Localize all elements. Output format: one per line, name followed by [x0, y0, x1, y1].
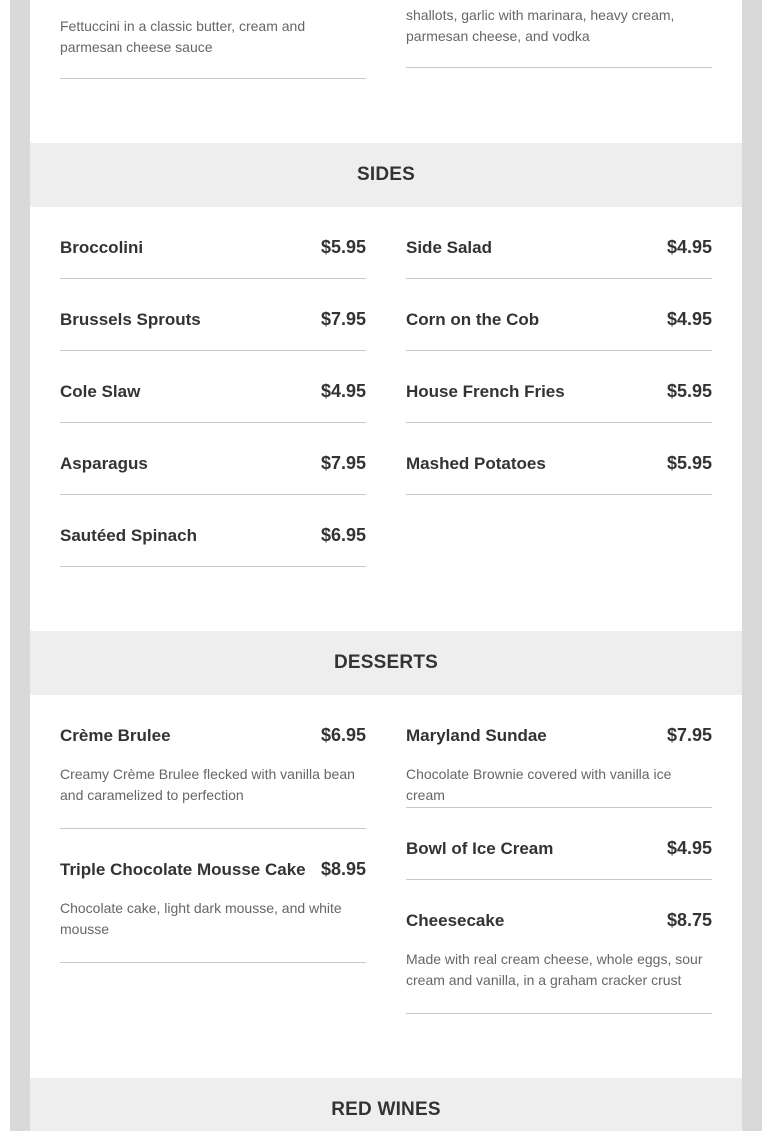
- item-name: Bowl of Ice Cream: [406, 839, 554, 858]
- menu-item[interactable]: [60, 207, 366, 279]
- item-price: $8.95: [320, 859, 366, 879]
- desserts-column-left: [60, 695, 366, 963]
- item-price: $4.95: [666, 838, 712, 858]
- item-description: Chocolate Brownie covered with vanilla ice cream: [406, 766, 672, 803]
- item-price: $5.95: [666, 453, 712, 473]
- item-name: Asparagus: [60, 454, 148, 473]
- menu-item[interactable]: [60, 695, 366, 829]
- menu-item[interactable]: [60, 423, 366, 495]
- item-description: Fettuccini in a classic butter, cream and parmesan cheese sauce: [60, 18, 306, 55]
- menu-item[interactable]: [406, 880, 712, 1014]
- menu-item[interactable]: [406, 423, 712, 495]
- menu-item[interactable]: [406, 207, 712, 279]
- menu-item-partial-right: [406, 5, 712, 68]
- menu-card: [30, 0, 742, 1131]
- menu-item[interactable]: [406, 351, 712, 423]
- item-name: Sautéed Spinach: [60, 526, 197, 545]
- item-name: Crème Brulee: [60, 726, 171, 745]
- item-price: $8.75: [666, 910, 712, 930]
- item-description: Made with real cream cheese, whole eggs, sour cream and vanilla, in a graham cracker crust: [406, 951, 703, 988]
- sides-column-right: [406, 207, 712, 495]
- menu-item[interactable]: [60, 279, 366, 351]
- item-description: shallots, garlic with marinara, heavy cream, parmesan cheese, and vodka: [406, 7, 675, 44]
- item-name: Brussels Sprouts: [60, 310, 201, 329]
- item-price: $5.95: [320, 237, 366, 257]
- menu-item[interactable]: [406, 279, 712, 351]
- item-price: $5.95: [666, 381, 712, 401]
- sides-column-left: [60, 207, 366, 567]
- page-gutter-right: [762, 0, 772, 1131]
- item-name: Triple Chocolate Mousse Cake: [60, 860, 306, 879]
- desserts-column-right: [406, 695, 712, 1014]
- item-description: Chocolate cake, light dark mousse, and white mousse: [60, 900, 342, 937]
- item-name: House French Fries: [406, 382, 565, 401]
- item-name: Broccolini: [60, 238, 144, 257]
- menu-item[interactable]: [406, 808, 712, 880]
- item-description: Creamy Crème Brulee flecked with vanilla bean and caramelized to perfection: [60, 766, 355, 803]
- item-price: $7.95: [320, 309, 366, 329]
- item-price: $6.95: [320, 725, 366, 745]
- item-name: Mashed Potatoes: [406, 454, 546, 473]
- menu-item[interactable]: [60, 829, 366, 963]
- menu-item[interactable]: [60, 351, 366, 423]
- section-header-sides: SIDES: [30, 143, 742, 207]
- item-price: $4.95: [666, 309, 712, 329]
- item-price: $4.95: [320, 381, 366, 401]
- item-price: $7.95: [666, 725, 712, 745]
- item-name: Side Salad: [406, 238, 492, 257]
- item-price: $7.95: [320, 453, 366, 473]
- item-price: $4.95: [666, 237, 712, 257]
- item-price: $6.95: [320, 525, 366, 545]
- item-name: Maryland Sundae: [406, 726, 547, 745]
- item-name: Cole Slaw: [60, 382, 141, 401]
- menu-item[interactable]: [406, 695, 712, 808]
- menu-item[interactable]: [60, 495, 366, 567]
- page-gutter-left: [0, 0, 10, 1131]
- item-name: Corn on the Cob: [406, 310, 540, 329]
- menu-item-partial-left: [60, 16, 366, 79]
- item-name: Cheesecake: [406, 911, 505, 930]
- section-header-red-wines: RED WINES: [30, 1078, 742, 1131]
- section-header-desserts: DESSERTS: [30, 631, 742, 695]
